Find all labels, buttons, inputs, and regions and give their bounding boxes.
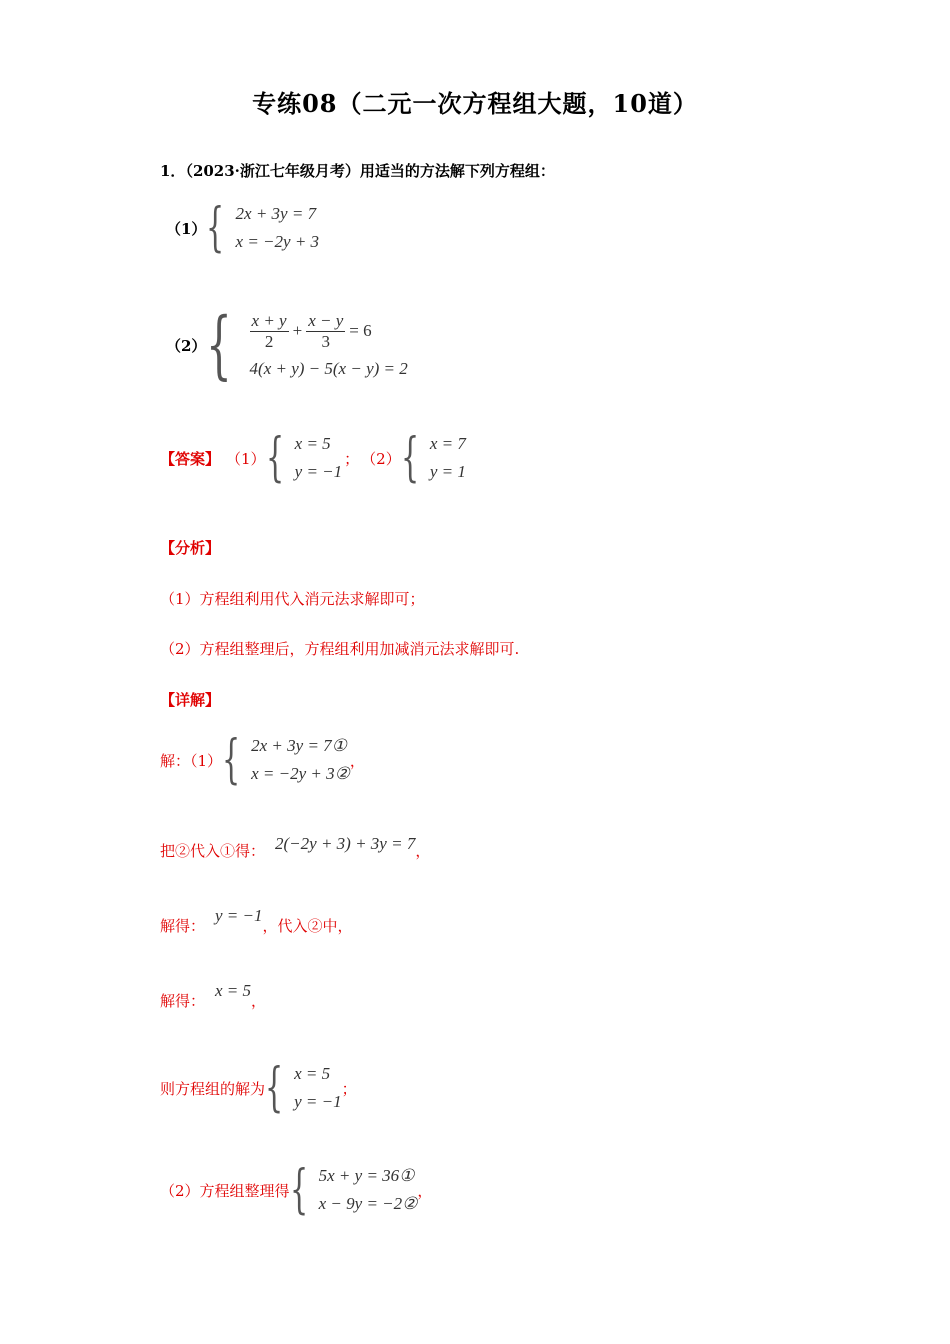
step1-suffix: ，	[349, 751, 365, 770]
step6-suffix: ，	[417, 1181, 433, 1200]
analysis-tag: 【分析】	[160, 539, 221, 557]
part1-label: （1）	[166, 219, 207, 238]
frac2-denominator: 3	[321, 331, 330, 351]
step6-eq2: x − 9y = −2②	[318, 1194, 418, 1213]
part2-system	[166, 302, 408, 388]
step5-x: x = 5	[294, 1064, 331, 1083]
answer-system-1	[265, 428, 343, 488]
step4-prefix: 解得：	[160, 992, 206, 1010]
detail-step5	[160, 1058, 357, 1118]
step6-eq1: 5x + y = 36①	[318, 1166, 415, 1185]
answer-p1-x: x = 5	[294, 434, 331, 453]
plus-sign: +	[292, 321, 303, 340]
step1-prefix: 解：（1）	[160, 751, 223, 770]
part2-label: （2）	[166, 336, 207, 355]
frac1-denominator: 2	[264, 331, 274, 351]
brace-icon: {	[400, 428, 419, 488]
brace-icon: {	[289, 1160, 308, 1220]
part2-eq2: 4(x + y) − 5(x − y) = 2	[249, 358, 408, 378]
answer-part1-label: （1）	[226, 449, 266, 468]
question-source: （2023·浙江七年级月考）	[185, 162, 360, 180]
eq1-tail: = 6	[349, 321, 372, 340]
answer-p2-x: x = 7	[429, 434, 466, 453]
detail-tag: 【详解】	[160, 691, 221, 709]
answer-p2-y: y = 1	[429, 462, 466, 481]
part2-eq1	[250, 311, 408, 352]
question-header	[160, 160, 555, 181]
step3-equation: y = −1	[215, 905, 263, 925]
brace-icon: {	[222, 730, 241, 790]
analysis-line2: （2）方程组整理后，方程组利用加减消元法求解即可.	[160, 640, 520, 658]
page-title: 专练08（二元一次方程组大题，10道）	[252, 89, 698, 118]
answer-system-2	[400, 428, 466, 488]
part1-eq1: 2x + 3y = 7	[235, 204, 317, 223]
step5-y: y = −1	[294, 1092, 342, 1111]
detail-step6	[160, 1160, 433, 1220]
frac2-numerator: x − y	[308, 310, 344, 330]
step1-eq1: 2x + 3y = 7①	[251, 736, 347, 755]
step5-suffix: ；	[341, 1079, 357, 1098]
question-number: 1．	[160, 162, 186, 180]
analysis-line1: （1）方程组利用代入消元法求解即可；	[160, 590, 425, 608]
step4-suffix: ，	[251, 992, 267, 1010]
answer-part2-label: （2）	[361, 449, 401, 468]
part1-eq2: x = −2y + 3	[235, 232, 320, 251]
answer-p1-y: y = −1	[294, 462, 343, 481]
step3-suffix: ，代入②中，	[262, 917, 353, 935]
step2-suffix: ，	[415, 842, 431, 860]
answer-block	[160, 428, 466, 488]
step2-equation: 2(−2y + 3) + 3y = 7	[275, 833, 416, 853]
frac1-numerator: x + y	[251, 310, 287, 330]
step6-system	[289, 1160, 418, 1220]
part1-system	[166, 198, 320, 258]
brace-icon: {	[265, 428, 284, 488]
system-brace	[206, 198, 320, 258]
brace-icon: {	[206, 302, 233, 388]
step3-prefix: 解得：	[160, 917, 206, 935]
step5-prefix: 则方程组的解为	[160, 1079, 266, 1098]
detail-step2	[160, 833, 431, 861]
detail-step3	[160, 905, 353, 936]
brace-icon: {	[206, 198, 225, 258]
step1-eq2: x = −2y + 3②	[251, 764, 350, 783]
system-brace	[206, 302, 408, 388]
step4-equation: x = 5	[215, 980, 252, 1000]
answer-tag: 【答案】	[160, 449, 221, 468]
detail-step1	[160, 730, 365, 790]
brace-icon: {	[265, 1058, 284, 1118]
detail-step4	[160, 980, 267, 1011]
step6-prefix: （2）方程组整理得	[160, 1181, 290, 1200]
answer-separator: ；	[344, 449, 360, 468]
step1-system	[222, 730, 350, 790]
step2-prefix: 把②代入①得：	[160, 842, 266, 860]
step5-system	[265, 1058, 342, 1118]
question-prompt: 用适当的方法解下列方程组：	[359, 162, 555, 180]
